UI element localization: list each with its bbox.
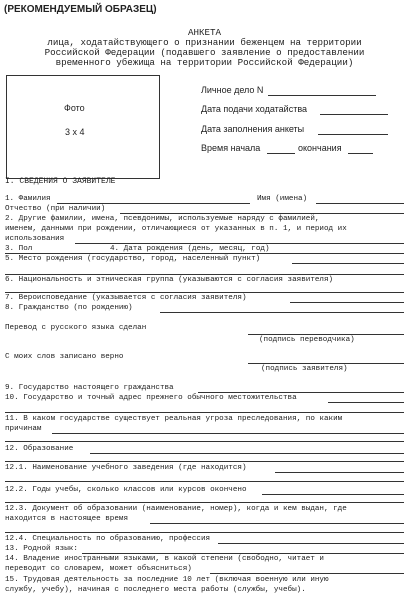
start-time-field[interactable] xyxy=(267,153,295,154)
fill-date-label: Дата заполнения анкеты xyxy=(201,124,305,134)
form-subtitle-line-3: временного убежища на территории Российской Федерации) xyxy=(55,57,354,68)
education-field[interactable] xyxy=(90,453,404,454)
personal-file-label: Личное дело N xyxy=(201,85,264,95)
sex-field[interactable] xyxy=(44,253,104,254)
form-subtitle-line-2: Российской Федерации (подавшего заявление о предоставлении xyxy=(44,47,365,58)
diploma-line-2: находится в настоящее время xyxy=(5,515,129,523)
study-years-field[interactable] xyxy=(262,494,404,495)
photo-size: 3 х 4 xyxy=(65,127,85,137)
persecution-line-1: 11. В каком государстве существует реальная угроза преследования, по каким xyxy=(5,415,343,423)
applicant-signature-caption: (подпись заявителя) xyxy=(261,365,348,373)
specialty-field[interactable] xyxy=(218,543,404,544)
specialty-label: 12.4. Специальность по образованию, профессия xyxy=(5,535,211,543)
languages-line-2: переводит со словарем, может объясниться) xyxy=(5,565,192,573)
birth-date-field[interactable] xyxy=(302,253,404,254)
patronymic-label: Отчество (при наличии) xyxy=(5,205,106,213)
form-title: АНКЕТА xyxy=(187,27,222,38)
nationality-label: 6. Национальность и этническая группа (указываются с согласия заявителя) xyxy=(5,276,334,284)
diploma-field[interactable] xyxy=(150,523,404,524)
given-names-field[interactable] xyxy=(316,203,404,204)
other-names-line-2: именем, данными при рождении, отличающиеся от указанных в п. 1, и период их xyxy=(5,225,347,233)
citizenship-birth-label: 8. Гражданство (по рождению) xyxy=(5,304,133,312)
languages-field[interactable] xyxy=(210,573,404,574)
filing-date-field[interactable] xyxy=(320,114,388,115)
education-field-2[interactable] xyxy=(5,461,404,462)
religion-label: 7. Вероисповедание (указывается с согласия заявителя) xyxy=(5,294,247,302)
education-label: 12. Образование xyxy=(5,445,74,453)
study-years-field-2[interactable] xyxy=(5,502,404,503)
photo-box xyxy=(6,75,160,179)
religion-field[interactable] xyxy=(290,302,404,303)
previous-residence-field[interactable] xyxy=(328,402,404,403)
nationality-field[interactable] xyxy=(5,292,404,293)
fill-date-field[interactable] xyxy=(318,134,388,135)
citizenship-birth-field[interactable] xyxy=(160,312,404,313)
recorded-label: С моих слов записано верно xyxy=(5,353,124,361)
current-citizenship-label: 9. Государство настоящего гражданства xyxy=(5,384,174,392)
start-time-label: Время начала xyxy=(201,143,261,153)
surname-label: 1. Фамилия xyxy=(5,195,51,203)
personal-file-field[interactable] xyxy=(268,95,376,96)
translator-signature-field[interactable] xyxy=(248,334,404,335)
persecution-field[interactable] xyxy=(52,433,404,434)
form-subtitle-line-1: лица, ходатайствующего о признании беженцем на территории xyxy=(47,37,362,48)
work-history-line-2: службу, учебу), начиная с последнего места работы (службы, учебы). xyxy=(5,586,306,594)
patronymic-field[interactable] xyxy=(120,213,404,214)
school-name-label: 12.1. Наименование учебного заведения (где находится) xyxy=(5,464,247,472)
given-names-label: Имя (имена) xyxy=(257,195,308,203)
current-citizenship-field[interactable] xyxy=(198,392,404,393)
work-history-line-1: 15. Трудовая деятельность за последние 10 лет (включая военную или иную xyxy=(5,576,329,584)
school-name-field[interactable] xyxy=(275,472,404,473)
diploma-line-1: 12.3. Документ об образовании (наименование, номер), когда и кем выдан, где xyxy=(5,505,347,513)
other-names-field[interactable] xyxy=(75,243,404,244)
end-time-field[interactable] xyxy=(348,153,373,154)
photo-label: Фото xyxy=(64,103,85,113)
translator-signature-caption: (подпись переводчика) xyxy=(259,336,355,344)
persecution-field-2[interactable] xyxy=(5,441,404,442)
native-language-field[interactable] xyxy=(82,553,404,554)
birthplace-field[interactable] xyxy=(292,263,404,264)
school-name-field-2[interactable] xyxy=(5,481,404,482)
study-years-label: 12.2. Годы учебы, сколько классов или курсов окончено xyxy=(5,486,247,494)
previous-residence-label: 10. Государство и точный адрес прежнего обычного местожительства xyxy=(5,394,297,402)
birth-date-label: 4. Дата рождения (день, месяц, год) xyxy=(110,245,270,253)
other-names-line-3: использования xyxy=(5,235,65,243)
birthplace-field-2[interactable] xyxy=(5,274,404,275)
languages-line-1: 14. Владение иностранными языками, в какой степени (свободно, читает и xyxy=(5,555,324,563)
end-time-label: окончания xyxy=(298,143,342,153)
native-language-label: 13. Родной язык: xyxy=(5,545,78,553)
translation-label: Перевод с русского языка сделан xyxy=(5,324,147,332)
surname-field[interactable] xyxy=(57,203,250,204)
sex-label: 3. Пол xyxy=(5,245,33,253)
applicant-signature-field[interactable] xyxy=(248,363,404,364)
filing-date-label: Дата подачи ходатайства xyxy=(201,104,308,114)
previous-residence-field-2[interactable] xyxy=(5,412,404,413)
section-1-title: I. СВЕДЕНИЯ О ЗАЯВИТЕЛЕ xyxy=(5,177,116,186)
sample-label: (РЕКОМЕНДУЕМЫЙ ОБРАЗЕЦ) xyxy=(4,4,157,15)
diploma-field-2[interactable] xyxy=(5,532,404,533)
birthplace-label: 5. Место рождения (государство, город, населенный пункт) xyxy=(5,255,261,263)
persecution-line-2: причинам xyxy=(5,425,42,433)
other-names-line-1: 2. Другие фамилии, имена, псевдонимы, используемые наряду с фамилией, xyxy=(5,215,320,223)
